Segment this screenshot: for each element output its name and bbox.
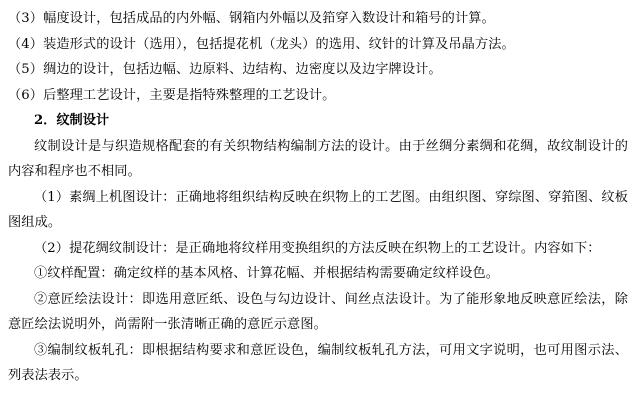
paragraph-item-5-selvedge-design: （5）绸边的设计，包括边幅、边原料、边结构、边密度以及边字牌设计。 (8, 62, 442, 77)
paragraph-item-2-jacquard-design: （2）提花绸纹制设计：是正确地将纹样用变换组织的方法反映在织物上的工艺设计。内容如下： (34, 240, 601, 256)
paragraph-item-6-post-finishing-design: （6）后整理工艺设计，主要是指特殊整理的工艺设计。 (8, 87, 336, 103)
paragraph-intro: 纹制设计是与织造规格配套的有关织物结构编制方法的设计。由于丝绸分素绸和花绸，故纹制设计的内容和程序也不相同。 (8, 138, 628, 179)
paragraph-item-4-loading-form-design: （4）装造形式的设计（选用），包括提花机（龙头）的选用、纹针的计算及吊晶方法。 (8, 36, 515, 52)
section-heading-2: 2．纹制设计 (34, 113, 110, 128)
paragraph-item-1-plain-loom-diagram: （1）素绸上机图设计：正确地将组织结构反映在织物上的工艺图。由组织图、穿综图、穿筘图、纹板图组成。 (8, 189, 628, 230)
paragraph-item-3-amplitude-design: （3）幅度设计，包括成品的内外幅、钢箱内外幅以及筘穿入数设计和箱号的计算。 (8, 11, 495, 26)
paragraph-sub-item-1-pattern-config: ①纹样配置：确定纹样的基本风格、计算花幅、并根据结构需要确定纹样设色。 (34, 266, 500, 281)
paragraph-sub-item-3-punching: ③编制纹板轧孔：即根据结构要求和意匠设色，编制纹板轧孔方法，可用文字说明，也可用图示法、列表法表示。 (8, 342, 628, 383)
paragraph-sub-item-2-craftsman-drawing: ②意匠绘法设计：即选用意匠纸、设色与勾边设计、间丝点法设计。为了能形象地反映意匠绘法，除意匠绘法说明外，尚需附一张清晰正确的意匠示意图。 (8, 291, 628, 332)
